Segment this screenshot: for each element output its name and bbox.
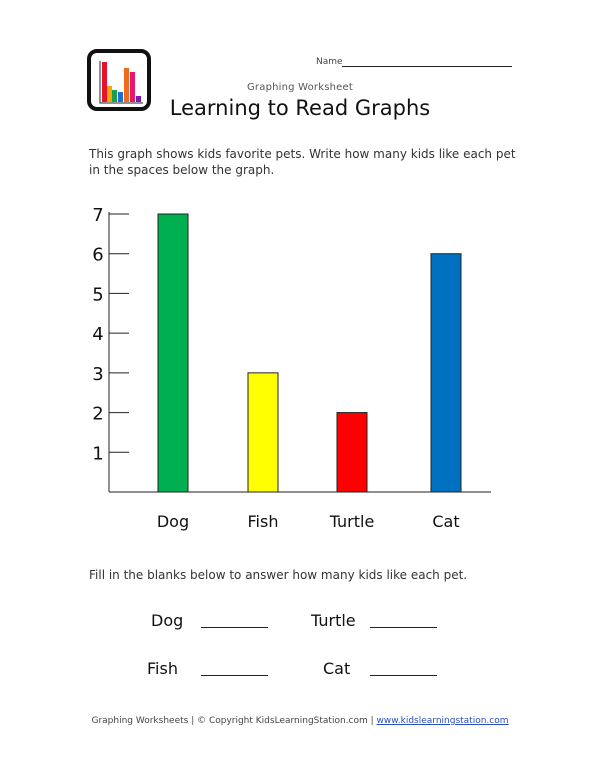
answer-blank-fish[interactable] [201,675,268,676]
y-tick-label: 7 [92,205,104,226]
y-tick-label: 4 [92,324,104,346]
fill-label-fish: Fish [147,659,178,678]
y-tick-label: 3 [92,363,104,385]
footer-link[interactable]: www.kidslearningstation.com [376,716,509,726]
instructions-text: This graph shows kids favorite pets. Write how many kids like each pet in the spaces below the graph. [89,147,516,177]
footer [0,716,600,726]
bar-dog [158,214,188,492]
bar-cat [431,254,461,492]
answer-blank-cat[interactable] [370,675,437,676]
x-tick-label: Cat [432,512,460,531]
x-tick-label: Dog [156,512,190,531]
y-tick-label: 5 [92,284,104,306]
x-tick-label: Fish [247,512,279,531]
worksheet-subtitle: Graphing Worksheet [246,82,353,93]
x-tick-label: Turtle [329,512,375,531]
answer-blank-dog[interactable] [201,627,268,628]
answer-blank-turtle[interactable] [370,627,437,628]
footer-copyright: Graphing Worksheets | © Copyright KidsLearningStation.com | [91,716,377,726]
fill-label-turtle: Turtle [311,611,356,630]
bar-fish [248,373,278,492]
y-tick-label: 6 [92,244,104,266]
y-tick-label: 1 [92,443,104,465]
fill-label-cat: Cat [323,659,351,678]
bar-turtle [337,413,367,492]
y-tick-label: 2 [92,403,104,425]
fill-in-instructions: Fill in the blanks below to answer how many kids like each pet. [89,568,468,582]
page-title: Learning to Read Graphs [169,96,431,120]
fill-label-dog: Dog [151,611,184,630]
name-label: Name [316,57,343,67]
